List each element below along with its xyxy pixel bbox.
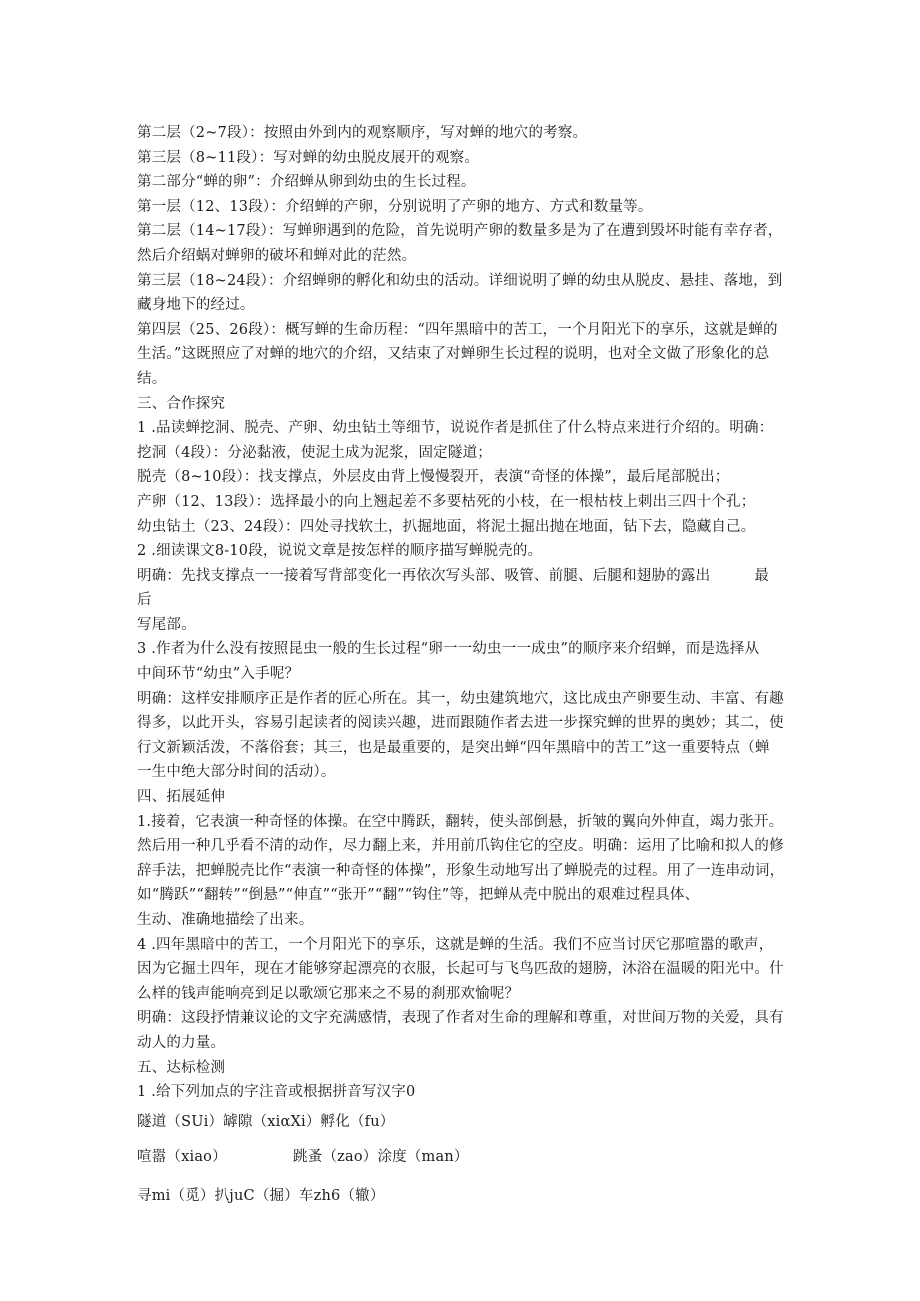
text-line: 藏身地下的经过。 <box>137 297 255 314</box>
text-line: 行文新颖活泼，不落俗套；其三，也是最重要的，是突出蝉“四年黑暗中的苦工”这一重要特点（蝉 <box>137 739 770 756</box>
text-line: 第四层（25、26段）：概写蝉的生命历程：“四年黑暗中的苦工，一个月阳光下的享乐，这就是蝉的 <box>137 321 778 338</box>
text-line: 辞手法，把蝉脱壳比作“表演一种奇怪的体操”，形象生动地写出了蝉脱壳的过程。用了一连串动词， <box>137 862 785 879</box>
text-line: 幼虫钻土（23、24段）：四处寻找软土，扒掘地面，将泥土掘出抛在地面，钻下去，隐藏自己。 <box>137 518 756 535</box>
text-line: 然后介绍蜗对蝉卵的破坏和蝉对此的茫然。 <box>137 247 417 264</box>
text-line: 得多，以此开头，容易引起读者的阅读兴趣，进而跟随作者去进一步探究蝉的世界的奥妙；其二，使 <box>137 715 784 732</box>
text-line: 结。 <box>137 370 167 387</box>
text-line: 明确：这段抒情兼议论的文字充满感情，表现了作者对生命的理解和尊重，对世间万物的关爱，具有 <box>137 1010 784 1027</box>
text-line: 写尾部。 <box>137 616 196 633</box>
text-line: 明确：这样安排顺序正是作者的匠心所在。其一，幼虫建筑地穴，这比成虫产卵要生动、丰富、有趣 <box>137 690 784 707</box>
text-line: 一生中绝大部分时间的活动）。 <box>137 764 336 781</box>
document-body <box>137 121 787 1209</box>
text-line: 隧道（SUi）罅隙（xiαXi）孵化（fu） <box>137 1113 395 1130</box>
text-line: 3 .作者为什么没有按照昆虫一般的生长过程“卵一一幼虫一一成虫”的顺序来介绍蝉，而是选择从 <box>137 641 760 658</box>
section-heading: 三、合作探究 <box>137 395 226 412</box>
text-line: 生动、准确地描绘了出来。 <box>137 912 314 928</box>
text-line: 2 .细读课文8-10段，说说文章是按怎样的顺序描写蝉脱壳的。 <box>137 543 543 560</box>
text-line: 动人的力量。 <box>137 1034 226 1051</box>
text-line: 么样的钱声能响亮到足以歌颂它那来之不易的刹那欢愉呢？ <box>137 985 520 1002</box>
text-line: 第三层（18~24段）：介绍蝉卵的孵化和幼虫的活动。详细说明了蝉的幼虫从脱皮、悬挂、落地，到 <box>137 272 783 289</box>
text-line: 第二部分“蝉的卵”：介绍蝉从卵到幼虫的生长过程。 <box>137 174 476 191</box>
text-line: 第二层（14~17段）：写蝉卵遇到的危险，首先说明产卵的数量多是为了在遭到毁坏时能有幸存者， <box>137 223 783 240</box>
text-line: 喧嚣（xiao） 跳蚤（zao）涂度（man） <box>137 1149 469 1166</box>
text-line: 如“腾跃”“翻转”“倒悬”“伸直”“张开”“翻”“钩住”等，把蝉从壳中脱出的艰难过程具体、 <box>137 887 700 904</box>
text-line: 生活。”这既照应了对蝉的地穴的介绍，又结束了对蝉卵生长过程的说明，也对全文做了形象化的总 <box>137 346 770 363</box>
section-heading: 五、达标检测 <box>137 1059 226 1076</box>
text-line: 1 .品读蝉挖洞、脱壳、产卵、幼虫钻土等细节，说说作者是抓住了什么特点来进行介绍的。明确： <box>137 420 774 437</box>
text-line: 第二层（2~7段）：按照由外到内的观察顺序，写对蝉的地穴的考察。 <box>137 125 588 141</box>
text-line: 中间环节“幼虫”入手呢？ <box>137 666 300 683</box>
text-line: 挖洞（4段）：分泌黏液，使泥土成为泥浆，固定隧道； <box>137 444 492 461</box>
text-line: 然后用一种几乎看不清的动作，尽力翻上来，并用前爪钩住它的空皮。明确：运用了比喻和拟人的修 <box>137 838 784 855</box>
text-line: 1.接着，它表演一种奇怪的体操。在空中腾跃，翻转，使头部倒悬，折皱的翼向外伸直，竭力张开。 <box>137 813 784 830</box>
text-line: 寻mi（觅）扒juC（掘）车zh6（辙） <box>137 1187 385 1204</box>
section-heading: 四、拓展延伸 <box>137 789 226 806</box>
text-line: 明确：先找支撑点一一接着写背部变化一再依次写头部、吸管、前腿、后腿和翅胁的露出 最 后 <box>137 567 770 609</box>
text-line: 1 .给下列加点的字注音或根据拼音写汉字0 <box>137 1084 416 1101</box>
text-line: 产卵（12、13段）：选择最小的向上翘起差不多要枯死的小枝，在一根枯枝上刺出三四十个孔； <box>137 493 756 510</box>
text-line: 第一层（12、13段）：介绍蝉的产卵，分别说明了产卵的地方、方式和数量等。 <box>137 198 653 215</box>
text-line: 因为它掘土四年，现在才能够穿起漂亮的衣服，长起可与飞鸟匹敌的翅膀，沐浴在温暖的阳光中。什 <box>137 961 784 978</box>
text-line: 第三层（8~11段）：写对蝉的幼虫脱皮展开的观察。 <box>137 149 480 166</box>
text-line: 脱壳（8~10段）：找支撑点，外层皮由背上慢慢裂开，表演“奇怪的体操”，最后尾部脱出； <box>137 469 730 486</box>
text-line: 4 .四年黑暗中的苦工，一个月阳光下的享乐，这就是蝉的生活。我们不应当讨厌它那喧嚣的歌声， <box>137 936 774 953</box>
